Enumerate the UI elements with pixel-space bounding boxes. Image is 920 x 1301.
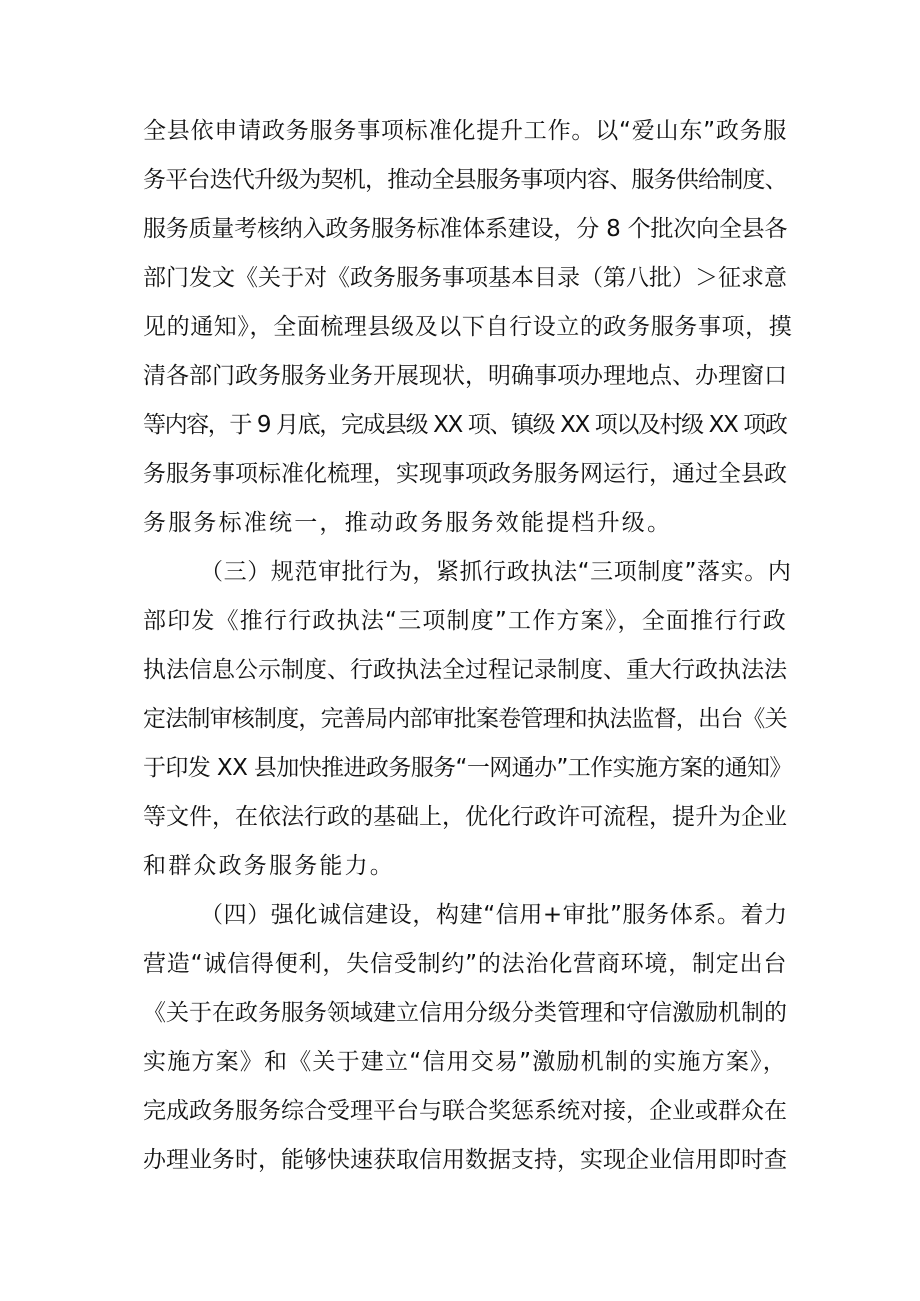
paragraph-heading-3: （三）规范审批行为，紧抓行政执法“三项制度”落实。内	[200, 559, 792, 585]
paragraph-heading-4: （四）强化诚信建设，构建“信用+审批”服务体系。着力	[200, 902, 788, 928]
text-line: 见的通知》，全面梳理县级及以下自行设立的政务服务事项，摸	[143, 314, 793, 340]
text-line: 执法信息公示制度、行政执法全过程记录制度、重大行政执法法	[143, 657, 787, 683]
text-line: 清各部门政务服务业务开展现状，明确事项办理地点、办理窗口	[143, 363, 787, 389]
text-line: 服务质量考核纳入政务服务标准体系建设，分 8 个批次向全县各	[143, 216, 788, 242]
text-line: 实施方案》和《关于建立“信用交易”激励机制的实施方案》，	[143, 1049, 787, 1075]
text-line: 办理业务时，能够快速获取信用数据支持，实现企业信用即时查	[143, 1147, 787, 1173]
text-line: 完成政务服务综合受理平台与联合奖惩系统对接，企业或群众在	[143, 1098, 787, 1124]
text-line: 等内容，于 9 月底，完成县级 XX 项、镇级 XX 项以及村级 XX 项政	[143, 412, 787, 438]
text-line: 营造“诚信得便利，失信受制约”的法治化营商环境，制定出台	[143, 951, 788, 977]
text-line: 部门发文《关于对《政务服务事项基本目录（第八批）＞征求意	[143, 265, 787, 291]
text-line: 《关于在政务服务领域建立信用分级分类管理和守信激励机制的	[143, 1000, 787, 1026]
text-line: 定法制审核制度，完善局内部审批案卷管理和执法监督，出台《关	[143, 706, 787, 732]
text-line: 务服务事项标准化梳理，实现事项政务服务网运行，通过全县政	[143, 461, 787, 487]
text-line: 务服务标准统一，推动政务服务效能提档升级。	[143, 510, 673, 536]
text-line: 全县依申请政务服务事项标准化提升工作。以“爱山东”政务服	[143, 118, 788, 144]
text-line: 和群众政务服务能力。	[143, 853, 395, 879]
text-line: 等文件，在依法行政的基础上，优化行政许可流程，提升为企业	[143, 804, 787, 830]
text-line: 务平台迭代升级为契机，推动全县服务事项内容、服务供给制度、	[143, 167, 787, 193]
text-line: 部印发《推行行政执法“三项制度”工作方案》，全面推行行政	[143, 608, 787, 634]
text-line: 于印发 XX 县加快推进政务服务“一网通办”工作实施方案的通知》	[143, 755, 792, 781]
